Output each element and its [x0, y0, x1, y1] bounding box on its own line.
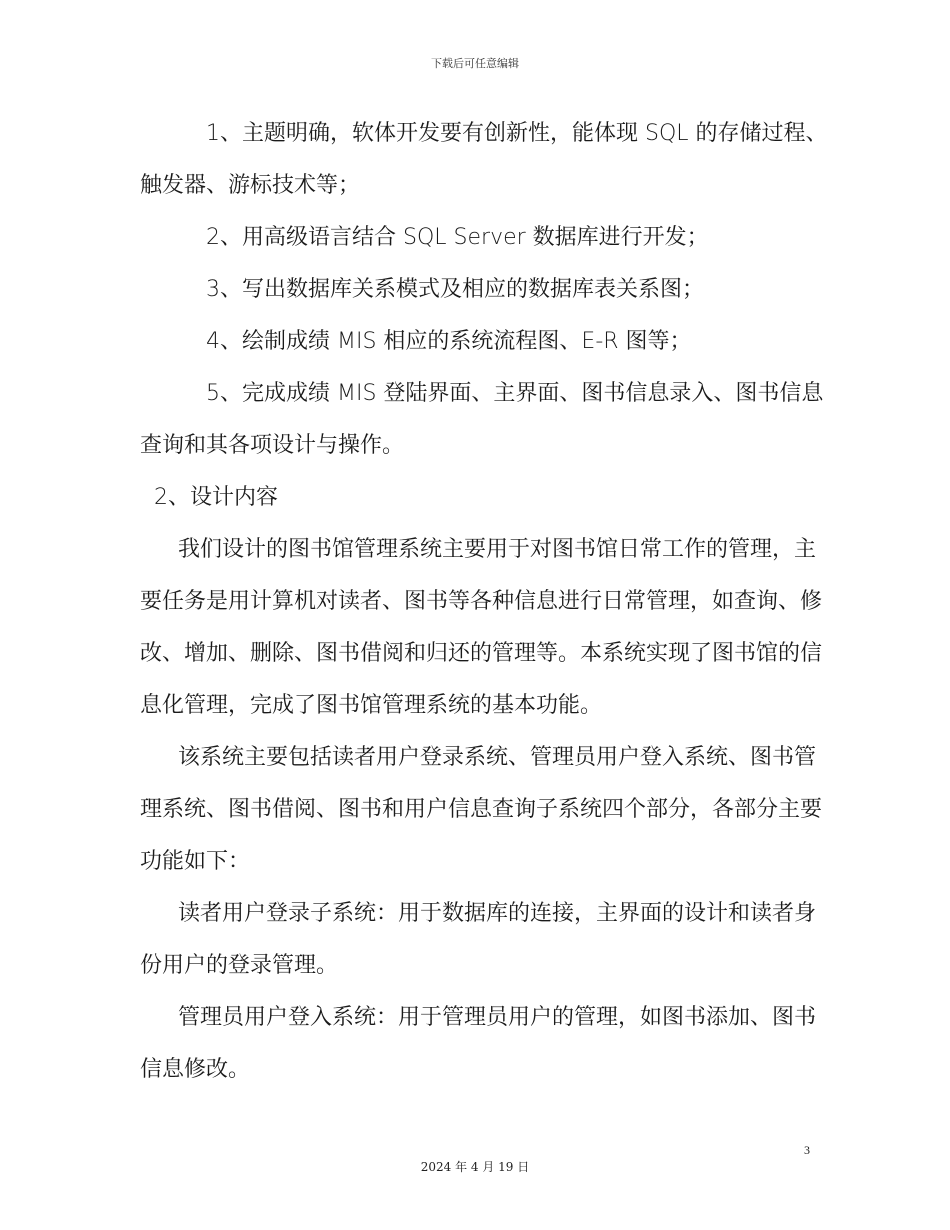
body-paragraph-3: 读者用户登录子系统：用于数据库的连接，主界面的设计和读者身份用户的登录管理。 — [140, 901, 817, 978]
body-paragraph-2: 该系统主要包括读者用户登录系统、管理员用户登入系统、图书管理系统、图书借阅、图书和用户信息查询子系统四个部分，各部分主要功能如下： — [140, 745, 823, 874]
requirement-item-2: 2、用高级语言结合 SQL Server 数据库进行开发； — [206, 225, 709, 250]
requirement-item-3: 3、写出数据库关系模式及相应的数据库表关系图； — [206, 277, 704, 302]
page-number: 3 — [804, 1143, 810, 1157]
requirement-item-1: 1、主题明确，软体开发要有创新性，能体现 SQL 的存储过程、触发器、游标技术等； — [140, 121, 828, 198]
body-paragraph-4: 管理员用户登入系统：用于管理员用户的管理，如图书添加、图书信息修改。 — [140, 1005, 817, 1082]
section-heading: 2、设计内容 — [154, 485, 278, 510]
document-body — [140, 108, 830, 1096]
body-paragraph-1: 我们设计的图书馆管理系统主要用于对图书馆日常工作的管理，主要任务是用计算机对读者、图书等各种信息进行日常管理，如查询、修改、增加、删除、图书借阅和归还的管理等。本系统实现了图书馆的信息化管理，完成了图书馆管理系统的基本功能。 — [140, 537, 823, 718]
requirement-item-5: 5、完成成绩 MIS 登陆界面、主界面、图书信息录入、图书信息查询和其各项设计与操作。 — [140, 381, 824, 458]
requirement-item-4: 4、绘制成绩 MIS 相应的系统流程图、E-R 图等； — [206, 329, 692, 354]
page-header: 下载后可任意编辑 — [431, 57, 519, 70]
page-footer-date: 2024 年 4 月 19 日 — [420, 1160, 530, 1174]
